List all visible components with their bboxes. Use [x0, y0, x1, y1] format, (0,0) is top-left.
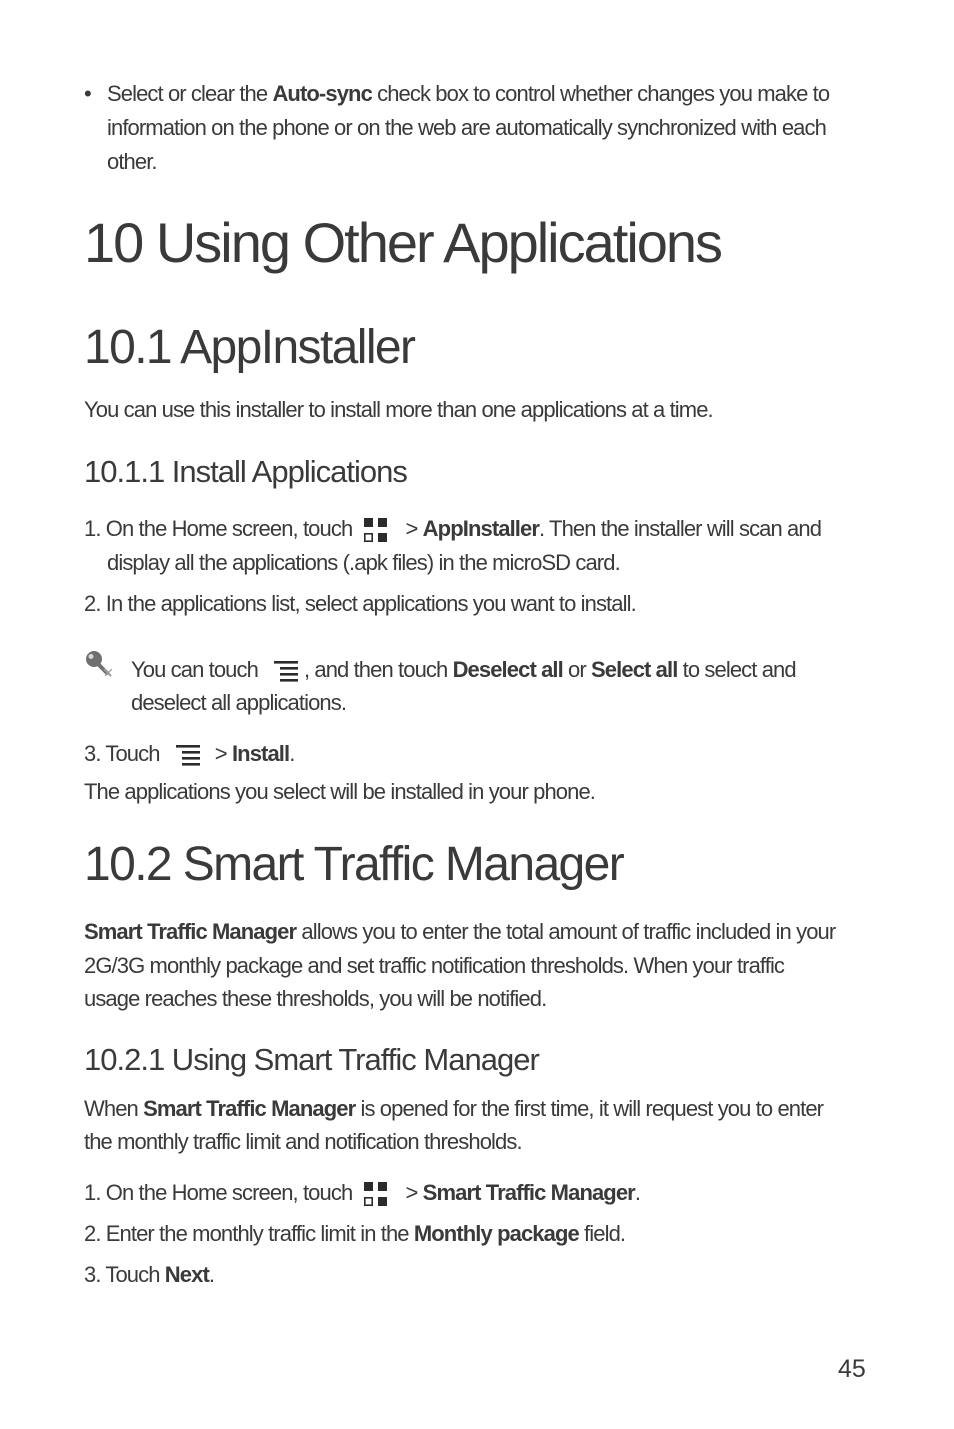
tip-line-2: deselect all applications.	[131, 690, 347, 715]
appinstaller-intro: You can use this installer to install more than one applications at a time.	[84, 397, 713, 422]
section-title-smart-traffic-manager: 10.2 Smart Traffic Manager	[84, 838, 624, 891]
install-step-2: 2. In the applications list, select applications you want to install.	[84, 591, 636, 616]
tip-lightbulb-icon	[84, 650, 118, 680]
appinstaller-bold: AppInstaller	[422, 516, 540, 541]
subsection-title-install-applications: 10.1.1 Install Applications	[84, 454, 407, 489]
install-step-3: 3. Touch > Install.	[84, 741, 295, 766]
stm-step-1: 1. On the Home screen, touch > Smart Traffic Manager.	[84, 1176, 640, 1210]
stm-bold-2: Smart Traffic Manager	[143, 1096, 356, 1121]
stm-step-3: 3. Touch Next.	[84, 1262, 215, 1287]
install-step-1: 1. On the Home screen, touch > AppInstaller. Then the installer will scan and	[84, 512, 821, 546]
autosync-bold: Auto-sync	[272, 81, 372, 106]
stm-bold: Smart Traffic Manager	[84, 919, 297, 944]
autosync-line-2: information on the phone or on the web are automatically synchronized with each	[107, 115, 826, 140]
stm-bold-3: Smart Traffic Manager	[422, 1180, 635, 1205]
stm-usage-line-2: the monthly traffic limit and notification thresholds.	[84, 1129, 522, 1154]
install-result: The applications you select will be installed in your phone.	[84, 779, 595, 804]
stm-intro-line-2: 2G/3G monthly package and set traffic notification thresholds. When your traffic	[84, 953, 785, 978]
install-step-1-line-2: display all the applications (.apk files) in the microSD card.	[107, 550, 620, 575]
stm-intro-line-3: usage reaches these thresholds, you will be notified.	[84, 986, 547, 1011]
section-title-appinstaller: 10.1 AppInstaller	[84, 321, 415, 374]
stm-usage-line-1: When Smart Traffic Manager is opened for the first time, it will request you to enter	[84, 1096, 824, 1121]
tip-line-1: You can touch , and then touch Deselect all or Select all to select and	[131, 657, 796, 682]
chapter-title: 10 Using Other Applications	[84, 211, 722, 274]
menu-icon	[174, 743, 204, 767]
install-bold: Install	[231, 741, 290, 766]
monthly-package-bold: Monthly package	[413, 1221, 579, 1246]
next-bold: Next	[164, 1262, 209, 1287]
stm-step-2: 2. Enter the monthly traffic limit in the Monthly package field.	[84, 1221, 626, 1246]
subsection-title-using-stm: 10.2.1 Using Smart Traffic Manager	[84, 1042, 539, 1077]
menu-icon	[272, 659, 302, 683]
autosync-line-3: other.	[107, 149, 157, 174]
apps-grid-icon	[362, 517, 390, 543]
select-all-bold: Select all	[591, 657, 678, 682]
bullet-marker: •	[84, 81, 91, 106]
autosync-line-1: Select or clear the Auto-sync check box to control whether changes you make to	[107, 81, 830, 106]
stm-intro-line-1: Smart Traffic Manager allows you to enter the total amount of traffic included in your	[84, 919, 836, 944]
apps-grid-icon	[362, 1181, 390, 1207]
deselect-all-bold: Deselect all	[452, 657, 563, 682]
page-number: 45	[838, 1355, 866, 1383]
